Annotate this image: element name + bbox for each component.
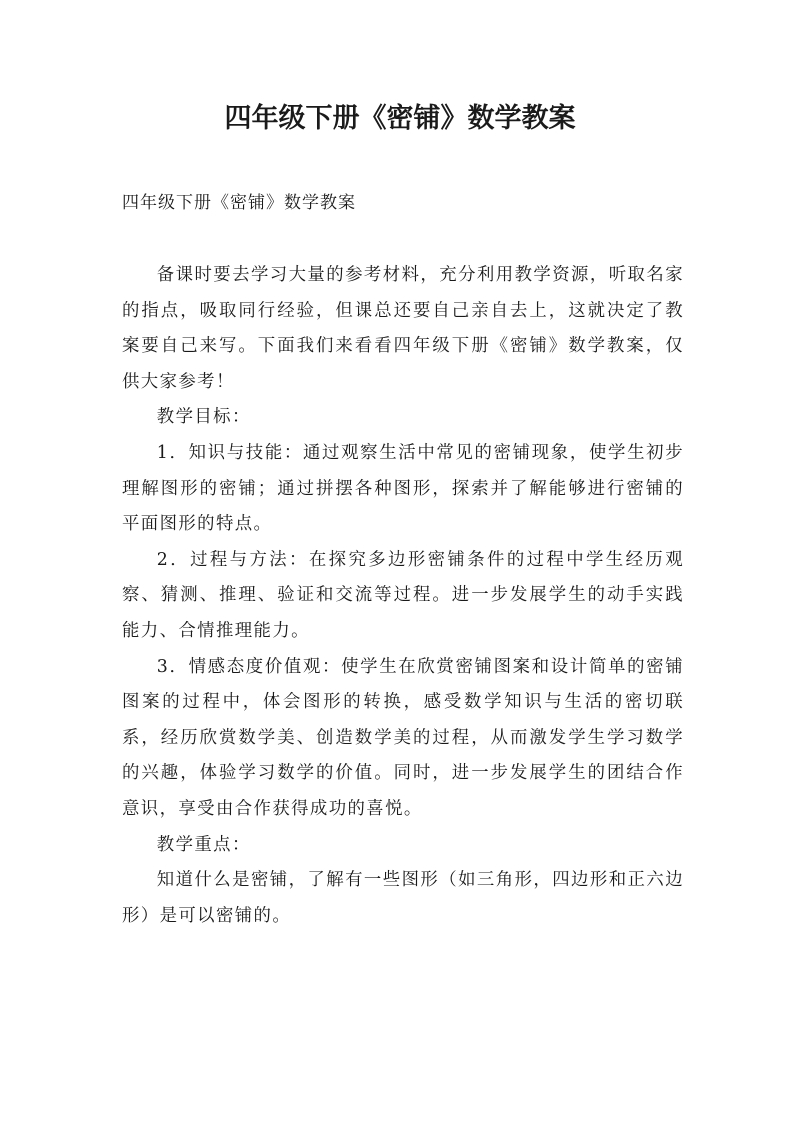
paragraph-intro: 备课时要去学习大量的参考材料，充分利用教学资源，听取名家的指点，吸取同行经验，但课总还要自己亲自去上，这就决定了教案要自己来写。下面我们来看看四年级下册《密铺》数学教案，仅供大家参考！: [122, 265, 684, 392]
document-subtitle: 四年级下册《密铺》数学教案: [122, 193, 356, 213]
paragraph-objective-1: 1．知识与技能：通过观察生活中常见的密铺现象，使学生初步理解图形的密铺；通过拼摆各种图形，探索并了解能够进行密铺的平面图形的特点。: [122, 442, 684, 535]
paragraph-keypoint-1: 知道什么是密铺，了解有一些图形（如三角形，四边形和正六边形）是可以密铺的。: [122, 870, 684, 926]
paragraph-objective-3: 3．情感态度价值观：使学生在欣赏密铺图案和设计简单的密铺图案的过程中，体会图形的转换，感受数学知识与生活的密切联系，经历欣赏数学美、创造数学美的过程，从而激发学生学习数学的兴趣，体验学习数学的价值。同时，进一步发展学生的团结合作意识，享受由合作获得成功的喜悦。: [122, 656, 684, 819]
paragraph-keypoints-heading: 教学重点：: [156, 834, 251, 855]
paragraph-objectives-heading: 教学目标：: [156, 407, 251, 428]
document-title: 四年级下册《密铺》数学教案: [224, 103, 576, 134]
paragraph-objective-2: 2．过程与方法：在探究多边形密铺条件的过程中学生经历观察、猜测、推理、验证和交流等过程。进一步发展学生的动手实践能力、合情推理能力。: [122, 549, 684, 641]
document-body: [122, 258, 684, 934]
